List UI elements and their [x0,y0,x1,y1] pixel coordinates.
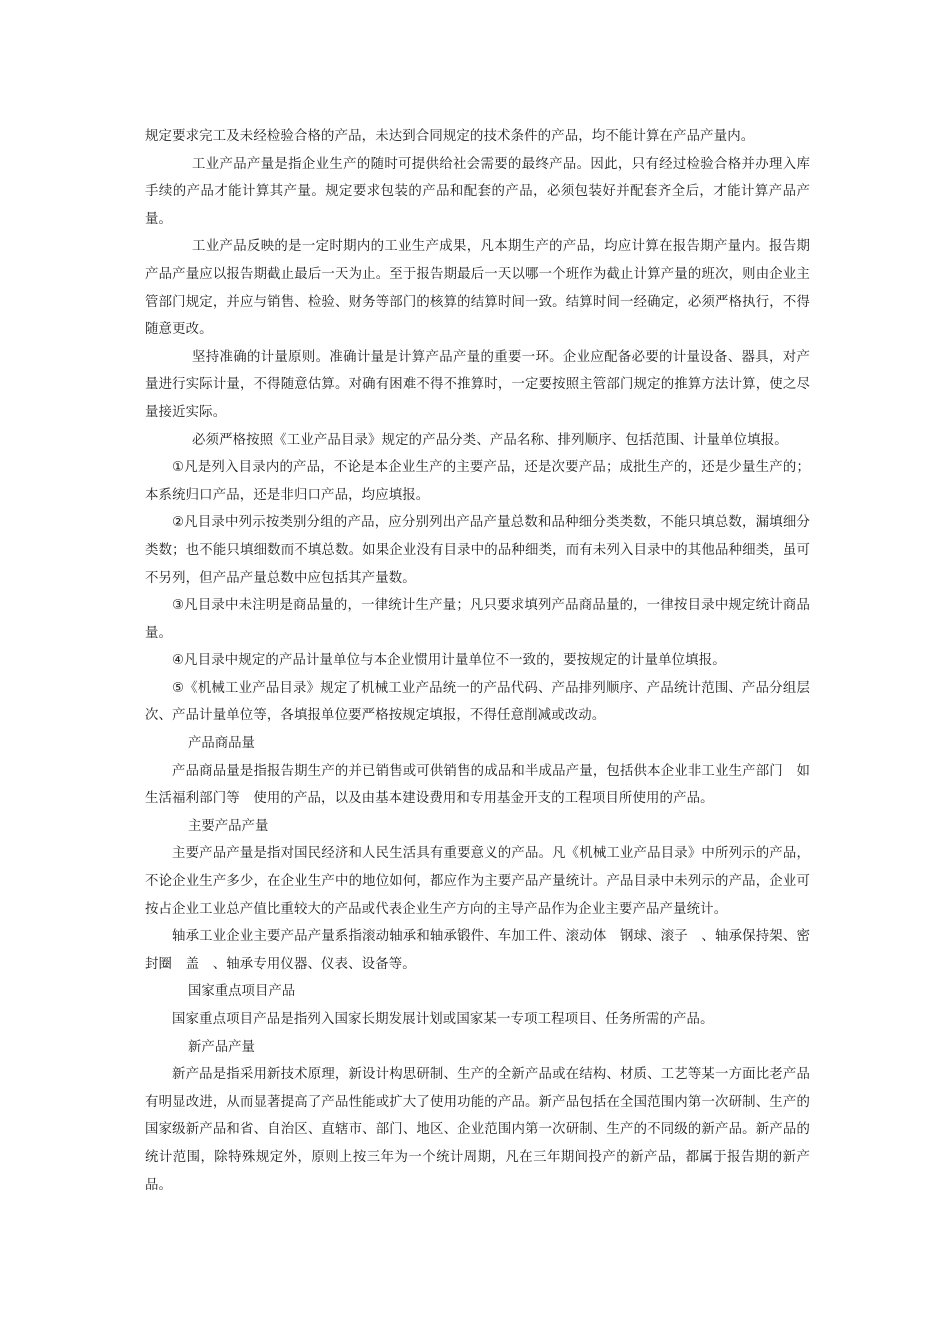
list-item: ④凡目录中规定的产品计量单位与本企业惯用计量单位不一致的，要按规定的计量单位填报。 [172,653,726,669]
paragraph: 主要产品产量是指对国民经济和人民生活具有重要意义的产品。凡《机械工业产品目录》中所列示的产品，不论企业生产多少，在企业生产中的地位如何，都应作为主要产品产量统计。产品目录中未列示的产品，企业可按占企业工业总产值比重较大的产品或代表企业生产方向的主导产品作为企业主要产品产量统计。 [145,846,810,917]
list-item: ⑤《机械工业产品目录》规定了机械工业产品统一的产品代码、产品排列顺序、产品统计范围、产品分组层次、产品计量单位等，各填报单位要严格按规定填报，不得任意削减或改动。 [145,680,810,724]
document-body [145,123,810,1199]
paragraph: 必须严格按照《工业产品目录》规定的产品分类、产品名称、排列顺序、包括范围、计量单位填报。 [192,432,788,448]
paragraph: 产品商品量是指报告期生产的并已销售或可供销售的成品和半成品产量，包括供本企业非工业生产部门 如生活福利部门等 使用的产品，以及由基本建设费用和专用基金开支的工程项目所使用的产品。 [145,763,810,807]
paragraph: 坚持准确的计量原则。准确计量是计算产品产量的重要一环。企业应配备必要的计量设备、器具，对产量进行实际计量，不得随意估算。对确有困难不得不推算时，一定要按照主管部门规定的推算方法计算，使之尽量接近实际。 [145,349,810,420]
paragraph: 工业产品反映的是一定时期内的工业生产成果，凡本期生产的产品，均应计算在报告期产量内。报告期产品产量应以报告期截止最后一天为止。至于报告期最后一天以哪一个班作为截止计算产量的班次，则由企业主管部门规定，并应与销售、检验、财务等部门的核算的结算时间一致。结算时间一经确定，必须严格执行，不得随意更改。 [145,239,810,338]
section-heading: 产品商品量 [188,736,255,752]
list-item: ②凡目录中列示按类别分组的产品，应分别列出产品产量总数和品种细分类类数，不能只填总数，漏填细分类数；也不能只填细数而不填总数。如果企业没有目录中的品种细类，而有未列入目录中的其他品种细类，虽可不另列，但产品产量总数中应包括其产量数。 [145,515,810,586]
paragraph: 工业产品产量是指企业生产的随时可提供给社会需要的最终产品。因此，只有经过检验合格并办理入库手续的产品才能计算其产量。规定要求包装的产品和配套的产品，必须包装好并配套齐全后，才能计算产品产量。 [145,156,810,227]
section-heading: 国家重点项目产品 [188,984,296,1000]
paragraph: 规定要求完工及未经检验合格的产品，未达到合同规定的技术条件的产品，均不能计算在产品产量内。 [145,129,755,144]
section-heading: 主要产品产量 [188,818,269,834]
paragraph: 国家重点项目产品是指列入国家长期发展计划或国家某一专项工程项目、任务所需的产品。 [172,1012,714,1027]
paragraph: 新产品是指采用新技术原理，新设计构思研制、生产的全新产品或在结构、材质、工艺等某一方面比老产品有明显改进，从而显著提高了产品性能或扩大了使用功能的产品。新产品包括在全国范围内第一次研制、生产的国家级新产品和省、自治区、直辖市、部门、地区、企业范围内第一次研制、生产的不同级的新产品。新产品的统计范围，除特殊规定外，原则上按三年为一个统计周期，凡在三年期间投产的新产品，都属于报告期的新产品。 [145,1067,810,1193]
paragraph: 轴承工业企业主要产品产量系指滚动轴承和轴承锻件、车加工件、滚动体 钢球、滚子 、轴承保持架、密封圈 盖 、轴承专用仪器、仪表、设备等。 [145,929,810,972]
section-heading: 新产品产量 [188,1039,255,1055]
list-item: ③凡目录中未注明是商品量的，一律统计生产量；凡只要求填列产品商品量的，一律按目录中规定统计商品量。 [145,598,810,641]
list-item: ①凡是列入目录内的产品，不论是本企业生产的主要产品，还是次要产品；成批生产的，还是少量生产的；本系统归口产品，还是非归口产品，均应填报。 [145,460,810,503]
